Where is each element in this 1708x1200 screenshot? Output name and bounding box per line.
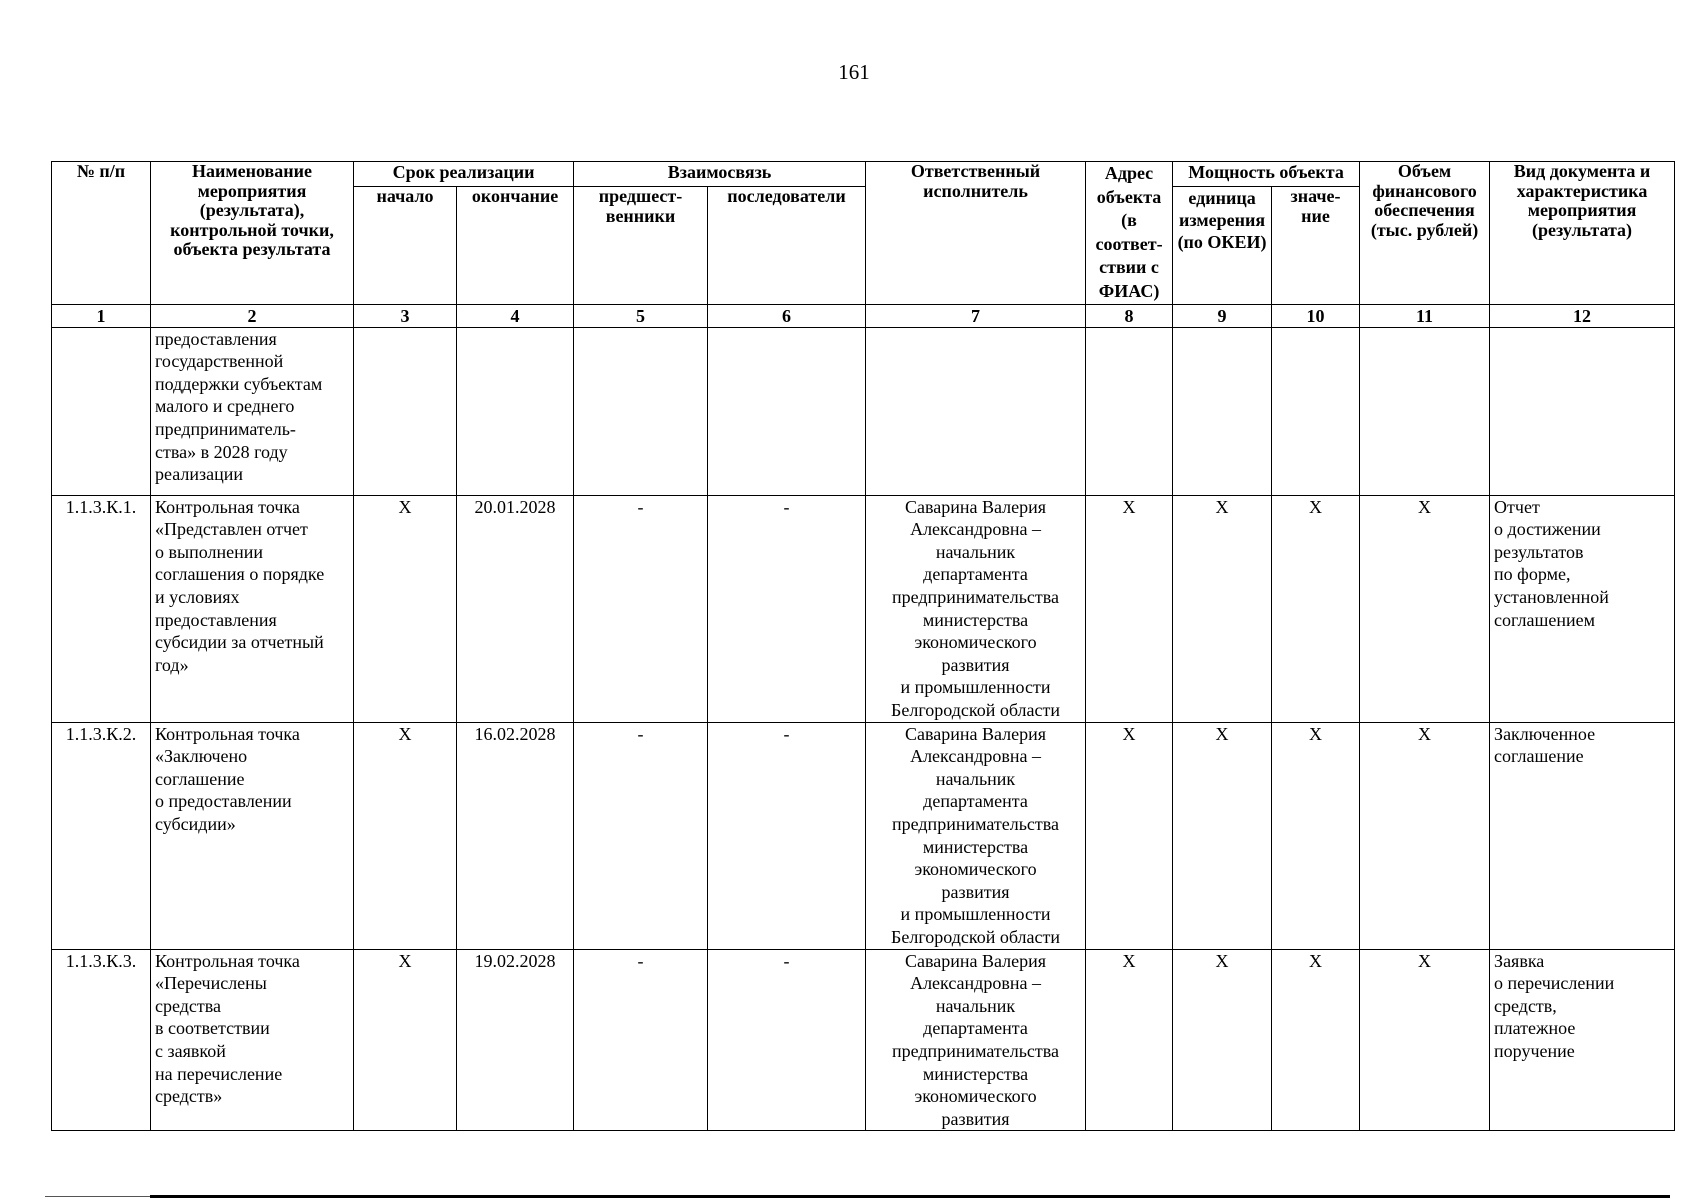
row-pred: - bbox=[574, 949, 708, 1131]
col-number: 5 bbox=[574, 304, 708, 327]
header-srok: Срок реализации bbox=[354, 162, 574, 187]
col-number: 11 bbox=[1360, 304, 1490, 327]
row-fin: Х bbox=[1360, 722, 1490, 949]
row-resp: Саварина Валерия Александровна – начальник департамента предпринимательства министерства экономического развития и промышленности Белгородской области bbox=[866, 722, 1086, 949]
row-num: 1.1.3.К.2. bbox=[52, 722, 151, 949]
footer-rule-thin bbox=[45, 1196, 155, 1197]
row-unit bbox=[1173, 327, 1272, 495]
row-addr bbox=[1086, 327, 1173, 495]
table-row bbox=[52, 495, 1675, 722]
page-number: 161 bbox=[838, 60, 870, 84]
row-value: Х bbox=[1272, 949, 1360, 1131]
col-number: 6 bbox=[708, 304, 866, 327]
row-value: Х bbox=[1272, 722, 1360, 949]
row-fin: Х bbox=[1360, 949, 1490, 1131]
row-posl: - bbox=[708, 495, 866, 722]
header-num: № п/п bbox=[52, 162, 151, 305]
row-unit: Х bbox=[1173, 722, 1272, 949]
row-name: предоставления государственной поддержки субъектам малого и среднего предприниматель- ства» в 2028 году реализации bbox=[151, 327, 354, 495]
header-vid: Вид документа и характеристика мероприятия (результата) bbox=[1490, 162, 1675, 305]
row-posl bbox=[708, 327, 866, 495]
col-number: 12 bbox=[1490, 304, 1675, 327]
table-row bbox=[52, 722, 1675, 949]
row-posl: - bbox=[708, 722, 866, 949]
table-row bbox=[52, 949, 1675, 1131]
col-number: 9 bbox=[1173, 304, 1272, 327]
row-posl: - bbox=[708, 949, 866, 1131]
col-number: 2 bbox=[151, 304, 354, 327]
row-name: Контрольная точка «Представлен отчет о выполнении соглашения о порядке и условиях предоставления субсидии за отчетный год» bbox=[151, 495, 354, 722]
header-row-1 bbox=[52, 162, 1675, 187]
row-start: Х bbox=[354, 722, 457, 949]
row-end: 20.01.2028 bbox=[457, 495, 574, 722]
header-nachalo: начало bbox=[354, 187, 457, 304]
row-name: Контрольная точка «Заключено соглашение о предоставлении субсидии» bbox=[151, 722, 354, 949]
table-row bbox=[52, 327, 1675, 495]
row-start bbox=[354, 327, 457, 495]
row-resp: Саварина Валерия Александровна – начальник департамента предпринимательства министерства экономического развития bbox=[866, 949, 1086, 1131]
row-pred bbox=[574, 327, 708, 495]
row-end bbox=[457, 327, 574, 495]
row-addr: Х bbox=[1086, 949, 1173, 1131]
events-table bbox=[51, 161, 1675, 1131]
row-fin: Х bbox=[1360, 495, 1490, 722]
row-end: 16.02.2028 bbox=[457, 722, 574, 949]
row-end: 19.02.2028 bbox=[457, 949, 574, 1131]
row-num: 1.1.3.К.3. bbox=[52, 949, 151, 1131]
row-start: Х bbox=[354, 495, 457, 722]
row-fin bbox=[1360, 327, 1490, 495]
header-posled: последователи bbox=[708, 187, 866, 304]
header-otvetstv: Ответственный исполнитель bbox=[866, 162, 1086, 305]
column-numbers-row bbox=[52, 304, 1675, 327]
footer-rule bbox=[150, 1195, 1670, 1198]
row-num bbox=[52, 327, 151, 495]
header-edinica: единица измерения (по ОКЕИ) bbox=[1173, 187, 1272, 304]
row-resp bbox=[866, 327, 1086, 495]
col-number: 3 bbox=[354, 304, 457, 327]
row-doc: Заявка о перечислении средств, платежное поручение bbox=[1490, 949, 1675, 1131]
row-pred: - bbox=[574, 495, 708, 722]
row-num: 1.1.3.К.1. bbox=[52, 495, 151, 722]
col-number: 7 bbox=[866, 304, 1086, 327]
row-doc: Заключенное соглашение bbox=[1490, 722, 1675, 949]
header-obem: Объем финансового обеспечения (тыс. рублей) bbox=[1360, 162, 1490, 305]
row-value: Х bbox=[1272, 495, 1360, 722]
row-doc bbox=[1490, 327, 1675, 495]
header-predshest: предшест- венники bbox=[574, 187, 708, 304]
header-vzaimosvyaz: Взаимосвязь bbox=[574, 162, 866, 187]
row-value bbox=[1272, 327, 1360, 495]
col-number: 4 bbox=[457, 304, 574, 327]
col-number: 8 bbox=[1086, 304, 1173, 327]
row-unit: Х bbox=[1173, 949, 1272, 1131]
row-unit: Х bbox=[1173, 495, 1272, 722]
row-doc: Отчет о достижении результатов по форме, установленной соглашением bbox=[1490, 495, 1675, 722]
row-resp: Саварина Валерия Александровна – начальник департамента предпринимательства министерства экономического развития и промышленности Белгородской области bbox=[866, 495, 1086, 722]
header-name: Наименование мероприятия (результата), контрольной точки, объекта результата bbox=[151, 162, 354, 305]
header-adres: Адрес объекта (в соответ- ствии с ФИАС) bbox=[1086, 162, 1173, 305]
row-pred: - bbox=[574, 722, 708, 949]
header-moshnost: Мощность объекта bbox=[1173, 162, 1360, 187]
row-start: Х bbox=[354, 949, 457, 1131]
header-znachenie: значе- ние bbox=[1272, 187, 1360, 304]
row-addr: Х bbox=[1086, 722, 1173, 949]
col-number: 10 bbox=[1272, 304, 1360, 327]
header-okonchanie: окончание bbox=[457, 187, 574, 304]
row-name: Контрольная точка «Перечислены средства в соответствии с заявкой на перечисление средств» bbox=[151, 949, 354, 1131]
col-number: 1 bbox=[52, 304, 151, 327]
row-addr: Х bbox=[1086, 495, 1173, 722]
